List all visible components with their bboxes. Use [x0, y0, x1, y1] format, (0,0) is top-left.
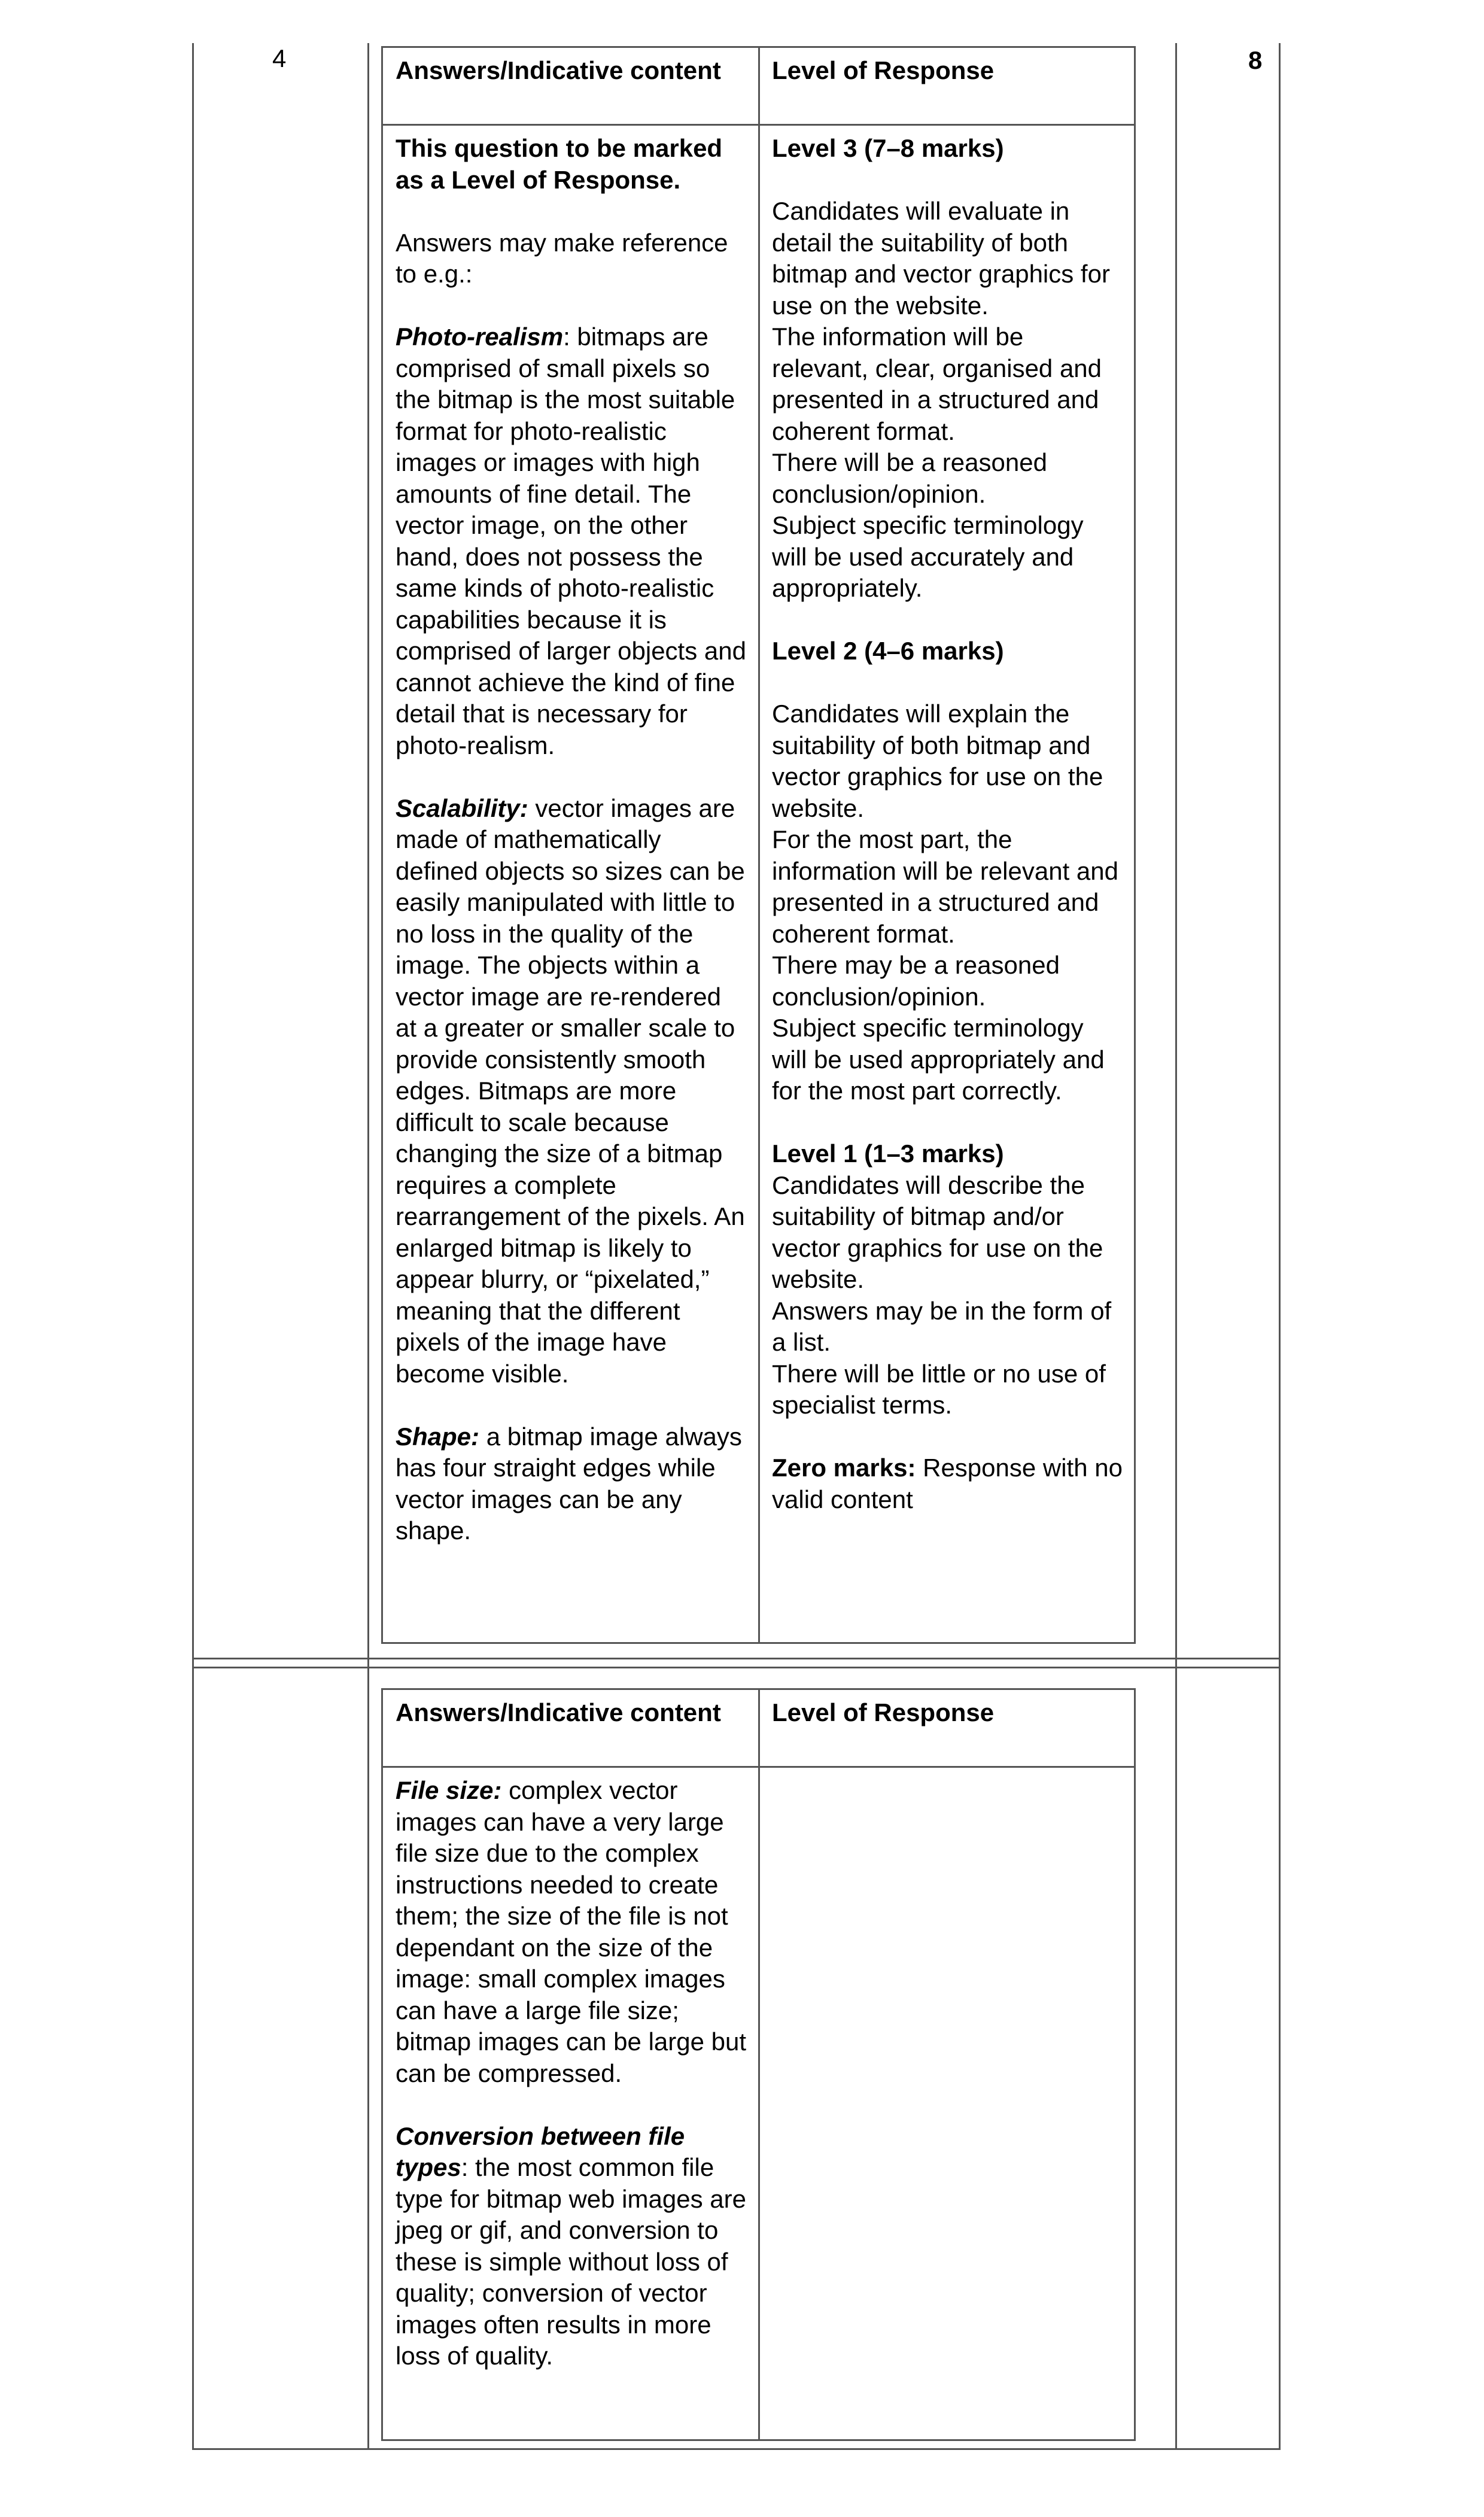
row-separator-top [192, 1658, 1281, 1659]
level-1-line: There will be little or no use of specialist terms. [772, 1359, 1106, 1419]
reference-intro: Answers may make reference to e.g.: [396, 228, 728, 288]
text-photo-realism: : bitmaps are comprised of small pixels so the bitmap is the most suitable format for photo-realistic images or images with high amounts of fine detail. The vector image, on the other hand, does not possess the same kinds of photo-realistic capabilities because it is comprised of larger objects and cannot achieve the kind of fine detail that is necessary for photo-realism. [396, 323, 746, 759]
point-conversion [396, 2121, 749, 2372]
indicative-content-continued [396, 1775, 749, 2372]
text-scalability: vector images are made of mathematically defined objects so sizes can be easily manipulated with little to no loss in the quality of the image. The objects within a vector image are re-rendered at a greater or smaller scale to provide consistently smooth edges. Bitmaps are more difficult to scale because changing the size of a bitmap requires a complete rearrangement of the pixels. An enlarged bitmap is likely to appear blurry, or “pixelated,” meaning that the different pixels of the image have become visible. [396, 794, 745, 1388]
header-answers: Answers/Indicative content [396, 1698, 721, 1726]
table-column-divider [758, 1690, 760, 2439]
level-2-heading: Level 2 (4–6 marks) [772, 637, 1004, 665]
text-file-size: complex vector images can have a very large file size due to the complex instructions needed to create them; the size of the file is not dependant on the size of the image: small complex images can have a large file size; bitmap images can be large but can be compressed. [396, 1776, 747, 2087]
level-1-line: Candidates will describe the suitability of bitmap and/or vector graphics for use on the website. [772, 1171, 1103, 1293]
outer-bottom-border [192, 2448, 1281, 2450]
level-3-line: Candidates will evaluate in detail the suitability of both bitmap and vector graphics for use on the website. [772, 197, 1110, 320]
header-level-of-response: Level of Response [772, 1698, 995, 1726]
header-level-of-response: Level of Response [772, 56, 995, 84]
term-file-size: File size: [396, 1776, 502, 1804]
question-marks: 8 [1248, 46, 1263, 74]
marking-instruction: This question to be marked as a Level of Response. [396, 134, 723, 194]
level-3-line: The information will be relevant, clear, organised and presented in a structured and coherent format. [772, 323, 1102, 445]
level-2-line: There may be a reasoned conclusion/opinion. [772, 951, 1060, 1011]
point-photo-realism [396, 321, 749, 761]
level-2-line: Candidates will explain the suitability of both bitmap and vector graphics for use on the website. [772, 700, 1103, 822]
level-2-line: For the most part, the information will be relevant and presented in a structured and coherent format. [772, 825, 1118, 948]
term-conversion: Conversion between file types [396, 2121, 685, 2181]
term-scalability: Scalability: [396, 794, 528, 822]
level-3-heading: Level 3 (7–8 marks) [772, 134, 1004, 162]
table-column-divider [758, 48, 760, 1642]
level-3-line: There will be a reasoned conclusion/opinion. [772, 448, 1047, 508]
level-2-line: Subject specific terminology will be used appropriately and for the most part correctly. [772, 1014, 1105, 1105]
zero-marks [772, 1452, 1125, 1515]
zero-marks-term: Zero marks: [772, 1454, 916, 1482]
indicative-content [396, 133, 749, 1547]
text-shape: a bitmap image always has four straight edges while vector images can be any shape. [396, 1422, 742, 1545]
text-conversion: : the most common file type for bitmap web images are jpeg or gif, and conversion to these is simple without loss of quality; conversion of vector images often results in more loss of quality. [396, 2153, 746, 2370]
level-1-heading: Level 1 (1–3 marks) [772, 1139, 1004, 1168]
row-separator-bottom [192, 1667, 1281, 1668]
marks-column-divider [1175, 43, 1177, 2450]
qnum-column-divider [367, 43, 369, 2450]
question-number: 4 [272, 44, 287, 72]
point-scalability [396, 793, 749, 1390]
point-shape [396, 1421, 749, 1547]
level-1-line: Answers may be in the form of a list. [772, 1296, 1112, 1356]
point-file-size [396, 1775, 749, 2089]
level-3-line: Subject specific terminology will be used accurately and appropriately. [772, 511, 1084, 602]
zero-marks-text: Response with no valid content [772, 1454, 1123, 1513]
term-photo-realism: Photo-realism [396, 323, 564, 351]
term-shape: Shape: [396, 1422, 480, 1451]
outer-left-border [192, 43, 194, 2450]
outer-right-border [1279, 43, 1281, 2450]
header-answers: Answers/Indicative content [396, 56, 721, 84]
level-of-response-content [772, 133, 1125, 1515]
